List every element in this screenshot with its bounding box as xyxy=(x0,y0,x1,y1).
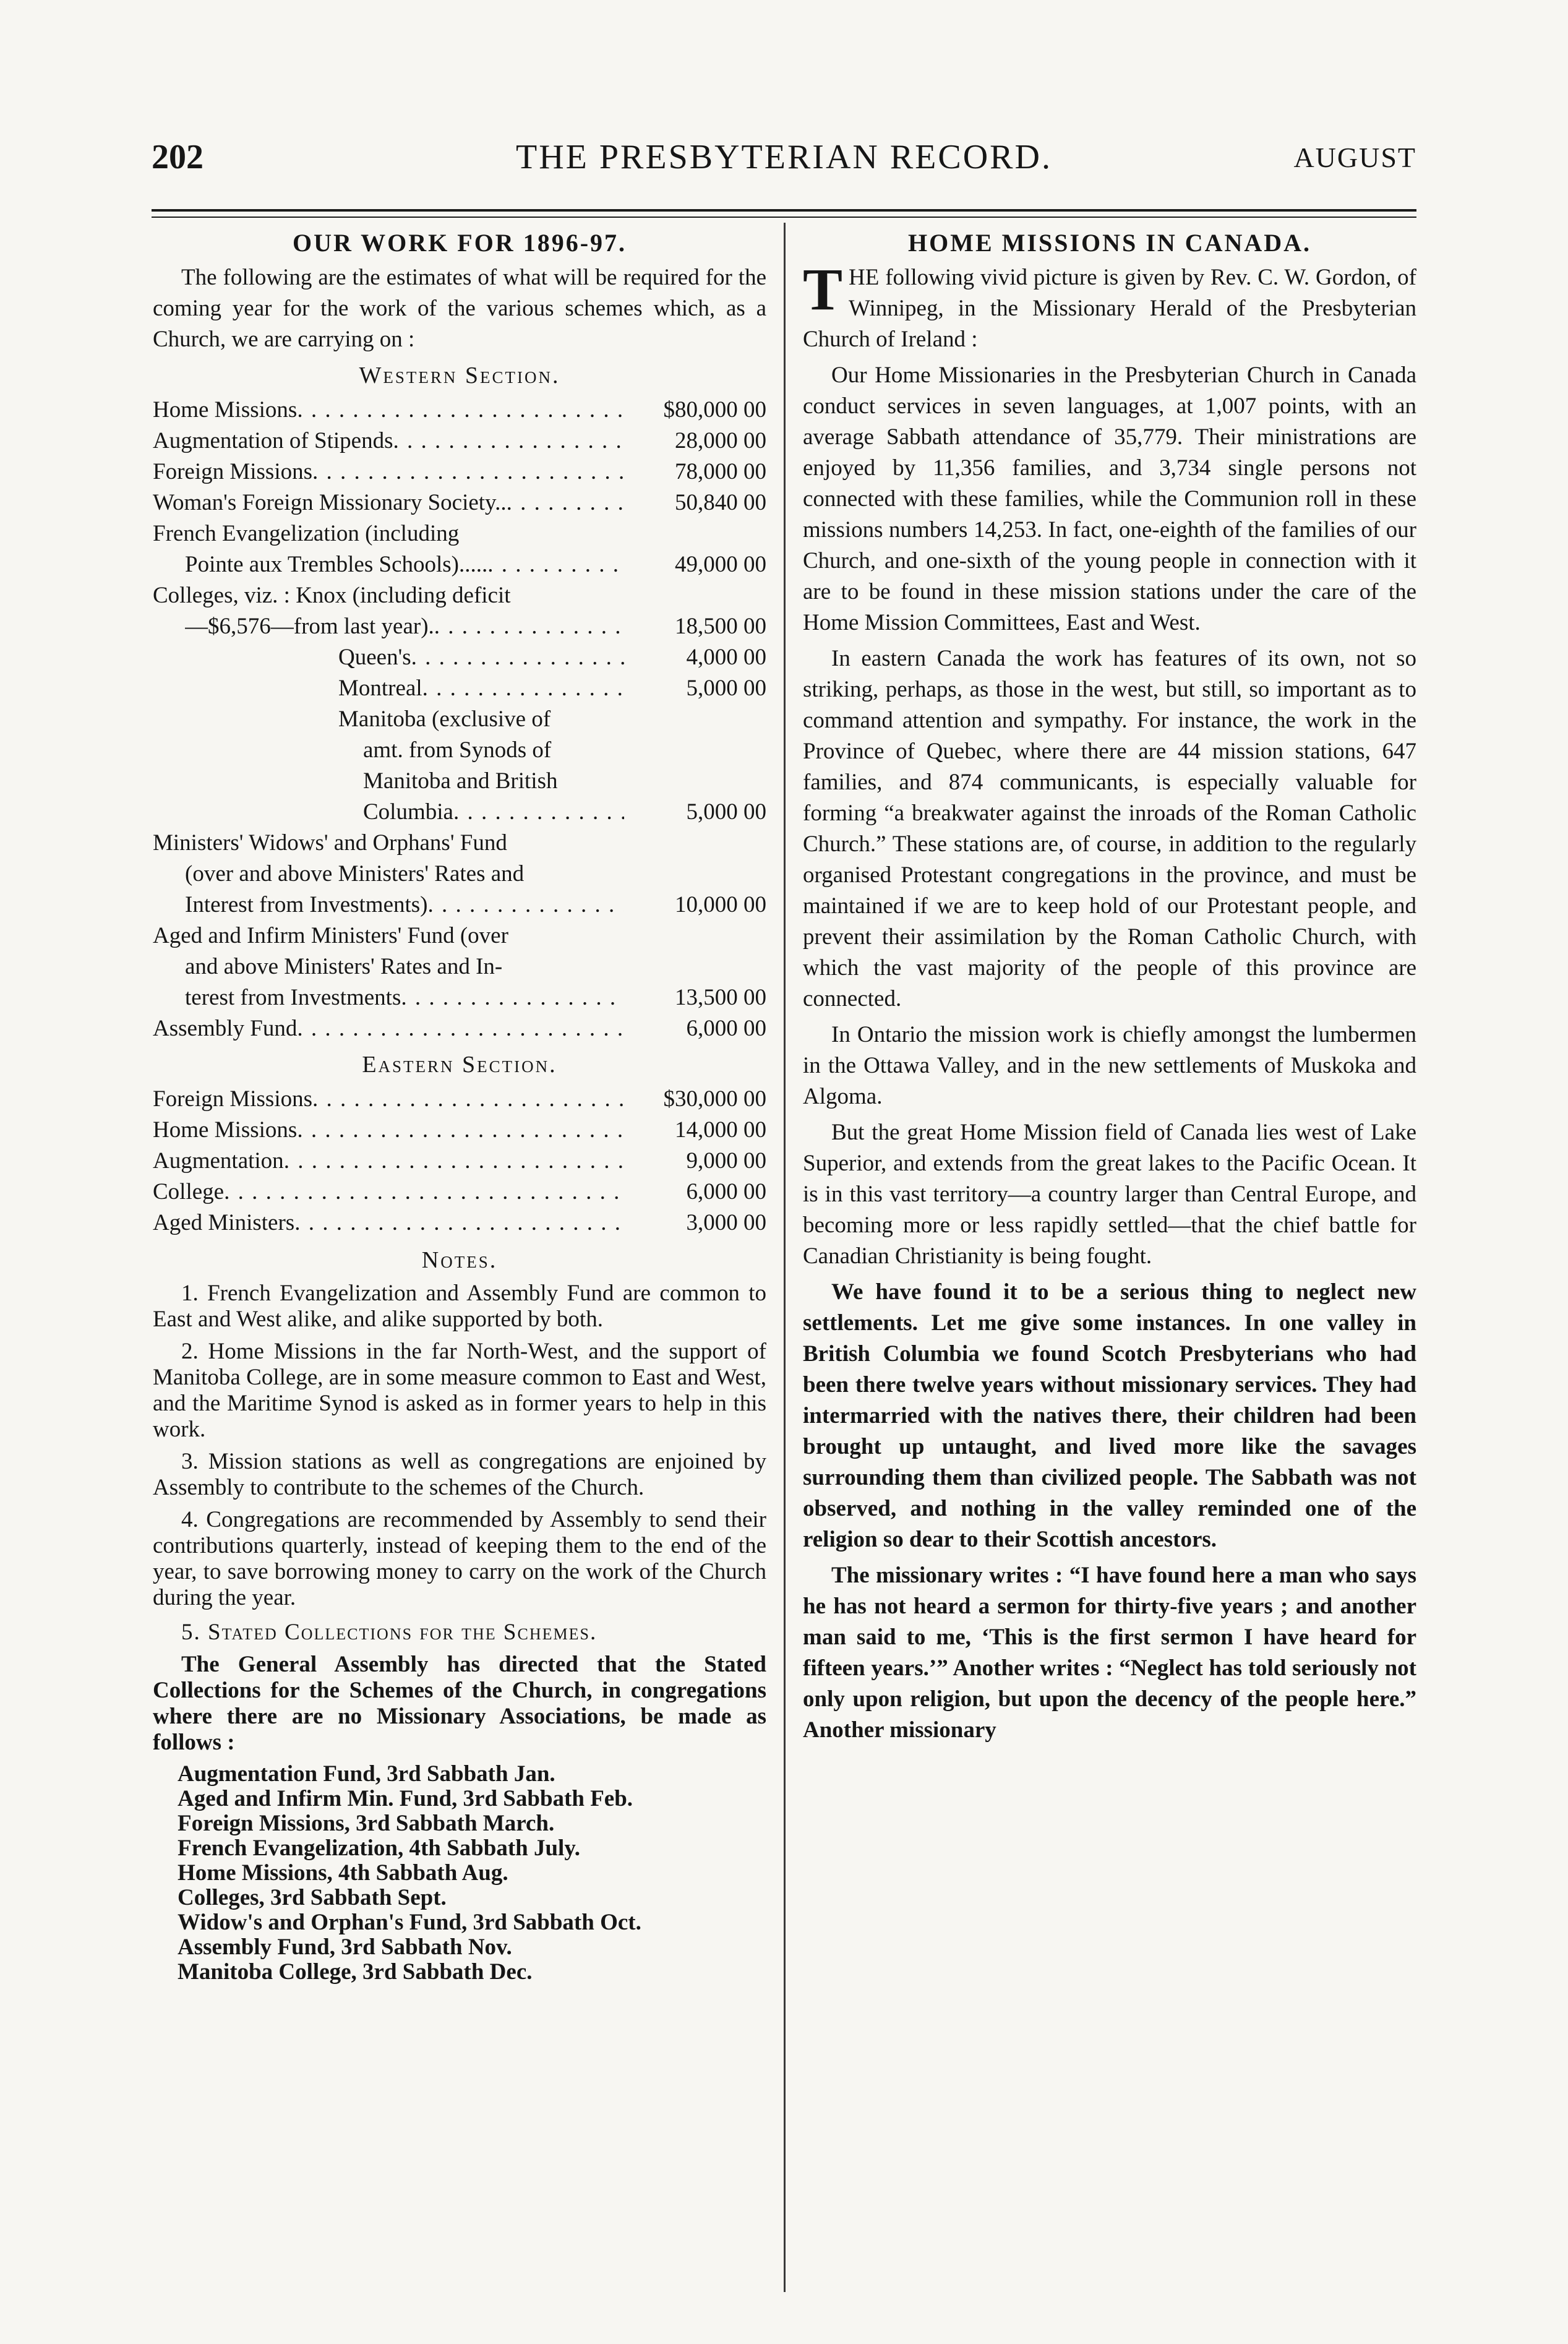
note5-text: The General Assembly has directed that the Stated Collections for the Schemes of the Church, in congregations where there are no Missionary Associations, be made as follows : xyxy=(153,1652,766,1755)
article-paragraph: But the great Home Mission field of Canada lies west of Lake Superior, and extends from the great lakes to the Pacific Ocean. It is in this vast territory—a country larger than Central Europe, and becoming more or less rapidly settled—that the chief battle for Canadian Christianity is being fought. xyxy=(803,1120,1416,1269)
widows-fund-line: Ministers' Widows' and Orphans' Fund xyxy=(153,830,507,856)
manitoba-line: amt. from Synods of xyxy=(363,737,552,763)
schedule-item: Assembly Fund, 3rd Sabbath Nov. xyxy=(178,1934,512,1960)
home-missions-intro xyxy=(803,256,1416,355)
notes-title: Notes. xyxy=(421,1247,498,1273)
estimate-label: Interest from Investments) . . . xyxy=(185,890,624,921)
manitoba-line: Manitoba (exclusive of xyxy=(338,706,551,732)
estimate-label: Augmentation . . . xyxy=(153,1146,624,1177)
estimate-amount: 28,000 00 xyxy=(675,428,766,453)
estimate-row xyxy=(153,611,766,642)
estimate-label: Assembly Fund . . . xyxy=(153,1013,624,1044)
estimate-amount: 9,000 00 xyxy=(686,1148,766,1174)
estimate-amount: $30,000 00 xyxy=(663,1086,766,1112)
note-item: 2. Home Missions in the far North-West, and the support of Manitoba College, are in some measure common to East and West, and the Maritime Synod is asked as in former years to help in this work. xyxy=(153,1339,766,1442)
estimate-label: Columbia . . . xyxy=(363,797,624,828)
estimate-label: Foreign Missions . . . xyxy=(153,1084,624,1115)
article-paragraph: In Ontario the mission work is chiefly amongst the lumbermen in the Ottawa Valley, and in the new settlements of Muskoka and Algoma. xyxy=(803,1022,1416,1109)
estimate-row xyxy=(153,549,766,580)
column-divider xyxy=(784,223,786,2292)
collection-schedule xyxy=(153,1762,766,1985)
estimate-amount: 10,000 00 xyxy=(675,892,766,917)
aged-fund-line: Aged and Infirm Ministers' Fund (over xyxy=(153,923,508,948)
estimate-amount: 50,840 00 xyxy=(675,490,766,515)
estimate-amount: 5,000 00 xyxy=(686,676,766,701)
estimate-row xyxy=(153,426,766,457)
estimate-amount: 14,000 00 xyxy=(675,1117,766,1143)
estimate-label: Augmentation of Stipends . . . xyxy=(153,426,624,457)
estimate-row xyxy=(153,1208,766,1239)
notes-block xyxy=(153,1245,766,1756)
estimate-row xyxy=(153,797,766,828)
right-column xyxy=(803,228,1416,1751)
note-item: 4. Congregations are recommended by Assembly to send their contributions quarterly, instead of keeping them to the end of the year, to save borrowing money to carry on the work of the Church during the year. xyxy=(153,1507,766,1610)
estimate-row xyxy=(153,395,766,426)
journal-title: THE PRESBYTERIAN RECORD. xyxy=(516,138,1052,176)
western-section-title: Western Section. xyxy=(359,363,560,389)
schedule-item: Augmentation Fund, 3rd Sabbath Jan. xyxy=(178,1761,555,1787)
estimate-label: College . . . xyxy=(153,1177,624,1208)
schedule-item: Manitoba College, 3rd Sabbath Dec. xyxy=(178,1959,533,1985)
note5-title: 5. Stated Collections for the Schemes. xyxy=(181,1620,598,1645)
schedule-item: French Evangelization, 4th Sabbath July. xyxy=(178,1835,581,1861)
estimate-label: Foreign Missions . . . xyxy=(153,457,624,487)
estimate-row xyxy=(153,1084,766,1115)
estimate-label: Pointe aux Trembles Schools)..... . . . xyxy=(185,549,624,580)
schedule-item: Home Missions, 4th Sabbath Aug. xyxy=(178,1860,508,1886)
estimate-label: —$6,576—from last year). . . . xyxy=(185,611,624,642)
estimate-amount: 5,000 00 xyxy=(686,799,766,825)
header-rule xyxy=(152,209,1416,212)
estimate-amount: 78,000 00 xyxy=(675,459,766,484)
widows-fund-line: (over and above Ministers' Rates and xyxy=(185,861,525,887)
article-heading-home-missions: HOME MISSIONS IN CANADA. xyxy=(907,229,1312,257)
article-paragraph: Our Home Missionaries in the Presbyterian Church in Canada conduct services in seven languages, at 1,007 points, with an average Sabbath attendance of 35,779. Their ministrations are enjoyed by 11,356 families, and 3,734 single persons not connected with these families, while the Communion roll in these missions numbers 14,253. In fact, one-eighth of the families of our Church, and one-sixth of the young people in connection with it are to be found in these mission stations under the care of the Home Mission Committees, East and West. xyxy=(803,363,1416,635)
estimate-label: Woman's Foreign Missionary Society.. . . . xyxy=(153,487,624,518)
estimate-amount: 6,000 00 xyxy=(686,1179,766,1204)
left-column xyxy=(153,228,766,1985)
estimate-row xyxy=(153,1115,766,1146)
estimate-amount: 49,000 00 xyxy=(675,552,766,577)
note-item: 3. Mission stations as well as congregations are enjoined by Assembly to contribute to the schemes of the Church. xyxy=(153,1449,766,1500)
article-paragraph: The missionary writes : “I have found here a man who says he has not heard a sermon for thirty-five years ; and another man said to me, ‘This is the first sermon I have heard for fifteen years.’” Another writes : “Neglect has told seriously not only upon religion, but upon the decency of the people here.” Another missionary xyxy=(803,1563,1416,1743)
estimate-row xyxy=(153,1146,766,1177)
schedule-item: Widow's and Orphan's Fund, 3rd Sabbath Oct. xyxy=(178,1910,641,1935)
estimate-row xyxy=(153,487,766,518)
article-heading-our-work: OUR WORK FOR 1896-97. xyxy=(292,229,627,257)
estimate-label: Home Missions . . . xyxy=(153,1115,624,1146)
running-header xyxy=(152,137,1416,193)
estimate-amount: 18,500 00 xyxy=(675,614,766,639)
colleges-line: Colleges, viz. : Knox (including deficit xyxy=(153,583,511,608)
intro-text: HE following vivid picture is given by Rev. C. W. Gordon, of Winnipeg, in the Missionary Herald of the Presbyterian Church of Ireland : xyxy=(803,265,1416,352)
estimate-amount: $80,000 00 xyxy=(663,397,766,423)
french-evangelization-line: French Evangelization (including xyxy=(153,521,460,546)
estimate-label: Montreal . . . xyxy=(338,673,624,704)
drop-cap: T xyxy=(803,256,843,322)
estimate-label: Aged Ministers . . . xyxy=(153,1208,624,1239)
page-number: 202 xyxy=(152,138,203,176)
estimate-row xyxy=(153,1013,766,1044)
header-rule-thin xyxy=(152,217,1416,218)
aged-fund-line: and above Ministers' Rates and In- xyxy=(185,954,503,979)
article-paragraph: We have found it to be a serious thing to neglect new settlements. Let me give some instances. In one valley in British Columbia we found Scotch Presbyterians who had been there twelve years without missionary services. They had intermarried with the natives there, their children had been brought up untaught, and lived more like the savages surrounding them than civilized people. The Sabbath was not observed, and nothing in the valley reminded one of the religion so dear to their Scottish ancestors. xyxy=(803,1279,1416,1552)
estimate-amount: 3,000 00 xyxy=(686,1210,766,1235)
issue-month: AUGUST xyxy=(1293,142,1416,173)
article-paragraph: In eastern Canada the work has features of its own, not so striking, perhaps, as those in the west, but still, so important as to command attention and sympathy. For instance, the work in the Province of Quebec, where there are 44 mission stations, 647 families, and 874 communicants, is especially valuable for forming “a breakwater against the inroads of the Roman Catholic Church.” These stations are, of course, in addition to the regularly organised Protestant congregations in the province, and must be maintained if we are to keep hold of our Protestant people, and prevent their assimilation by the Roman Catholic Church, with which the vast majority of the people of this province are connected. xyxy=(803,646,1416,1011)
estimate-amount: 6,000 00 xyxy=(686,1016,766,1041)
estimate-amount: 13,500 00 xyxy=(675,985,766,1010)
estimate-amount: 4,000 00 xyxy=(686,645,766,670)
schedule-item: Foreign Missions, 3rd Sabbath March. xyxy=(178,1811,555,1836)
estimate-row xyxy=(153,457,766,487)
eastern-section-title: Eastern Section. xyxy=(362,1052,557,1078)
estimate-row xyxy=(153,890,766,921)
estimates-intro: The following are the estimates of what will be required for the coming year for the work of the various schemes which, as a Church, we are carrying on : xyxy=(153,265,766,352)
estimate-row xyxy=(153,642,766,673)
manitoba-line: Manitoba and British xyxy=(363,768,558,794)
estimate-row xyxy=(153,1177,766,1208)
estimate-label: Home Missions . . . xyxy=(153,395,624,426)
estimate-label: terest from Investments . . . xyxy=(185,982,624,1013)
estimate-label: Queen's . . . xyxy=(338,642,624,673)
note-item: 1. French Evangelization and Assembly Fund are common to East and West alike, and alike supported by both. xyxy=(153,1281,766,1332)
schedule-item: Aged and Infirm Min. Fund, 3rd Sabbath Feb. xyxy=(178,1786,633,1811)
schedule-item: Colleges, 3rd Sabbath Sept. xyxy=(178,1885,447,1910)
estimate-row xyxy=(153,673,766,704)
estimate-row xyxy=(153,982,766,1013)
